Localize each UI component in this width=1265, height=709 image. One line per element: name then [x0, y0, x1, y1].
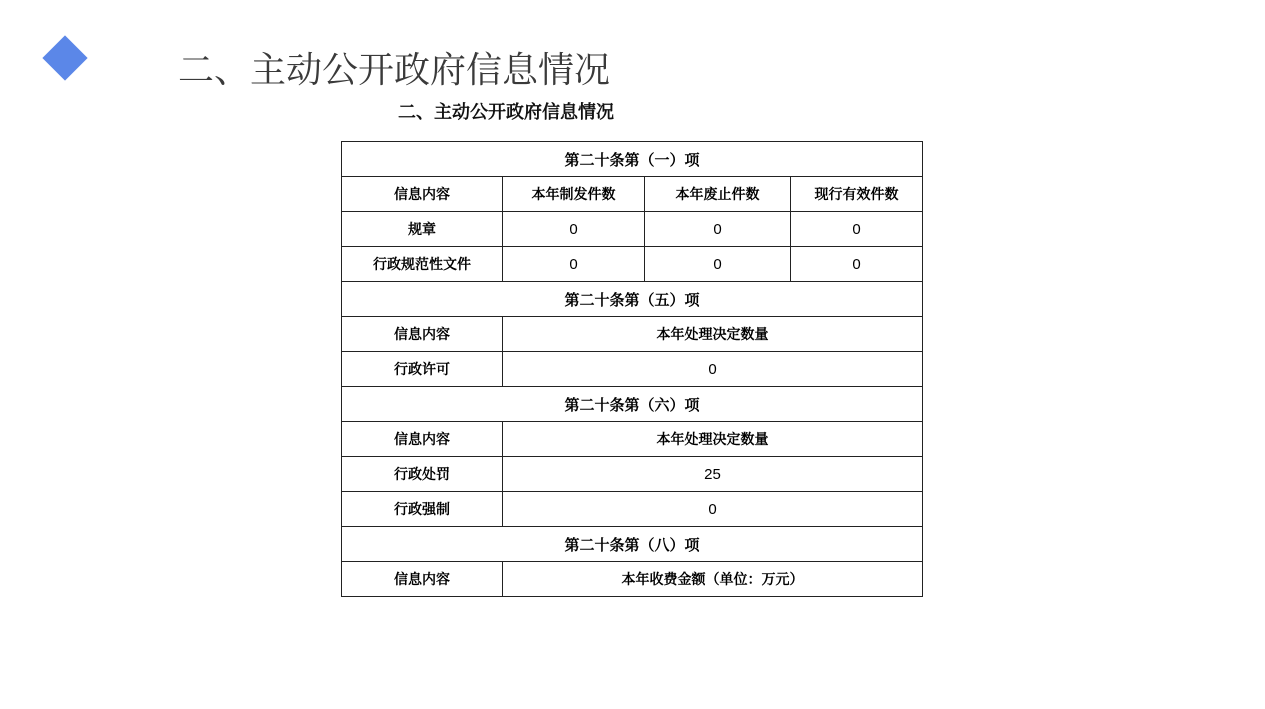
column-header-row: [342, 562, 923, 597]
column-header: 信息内容: [342, 317, 503, 352]
column-header: 本年处理决定数量: [503, 422, 923, 457]
table-cell: 25: [503, 457, 923, 492]
column-header-row: [342, 177, 923, 212]
disclosure-table: [341, 141, 923, 597]
column-header: 信息内容: [342, 562, 503, 597]
table-cell: 0: [645, 212, 791, 247]
row-label: 行政处罚: [342, 457, 503, 492]
row-label: 行政规范性文件: [342, 247, 503, 282]
section-title: 第二十条第（五）项: [342, 282, 923, 317]
table-cell: 0: [503, 247, 645, 282]
section-title: 第二十条第（一）项: [342, 142, 923, 177]
section-title: 第二十条第（八）项: [342, 527, 923, 562]
table-cell: 0: [645, 247, 791, 282]
table-cell: 0: [791, 247, 923, 282]
slide-title: 二、主动公开政府信息情况: [178, 50, 611, 91]
section-header-row: [342, 527, 923, 562]
table-row: [342, 457, 923, 492]
table-cell: 0: [503, 492, 923, 527]
table-cell: 0: [503, 352, 923, 387]
column-header: 信息内容: [342, 177, 503, 212]
section-title: 第二十条第（六）项: [342, 387, 923, 422]
table-row: [342, 352, 923, 387]
table-row: [342, 492, 923, 527]
column-header: 本年制发件数: [503, 177, 645, 212]
column-header: 现行有效件数: [791, 177, 923, 212]
column-header: 本年废止件数: [645, 177, 791, 212]
table-cell: 0: [791, 212, 923, 247]
row-label: 规章: [342, 212, 503, 247]
section-header-row: [342, 282, 923, 317]
document-heading: 二、主动公开政府信息情况: [398, 102, 614, 123]
section-header-row: [342, 142, 923, 177]
diamond-bullet-icon: [42, 35, 87, 80]
column-header: 本年收费金额（单位：万元）: [503, 562, 923, 597]
table-row: [342, 247, 923, 282]
column-header: 信息内容: [342, 422, 503, 457]
table-cell: 0: [503, 212, 645, 247]
column-header-row: [342, 422, 923, 457]
table-row: [342, 212, 923, 247]
column-header: 本年处理决定数量: [503, 317, 923, 352]
row-label: 行政许可: [342, 352, 503, 387]
column-header-row: [342, 317, 923, 352]
row-label: 行政强制: [342, 492, 503, 527]
section-header-row: [342, 387, 923, 422]
